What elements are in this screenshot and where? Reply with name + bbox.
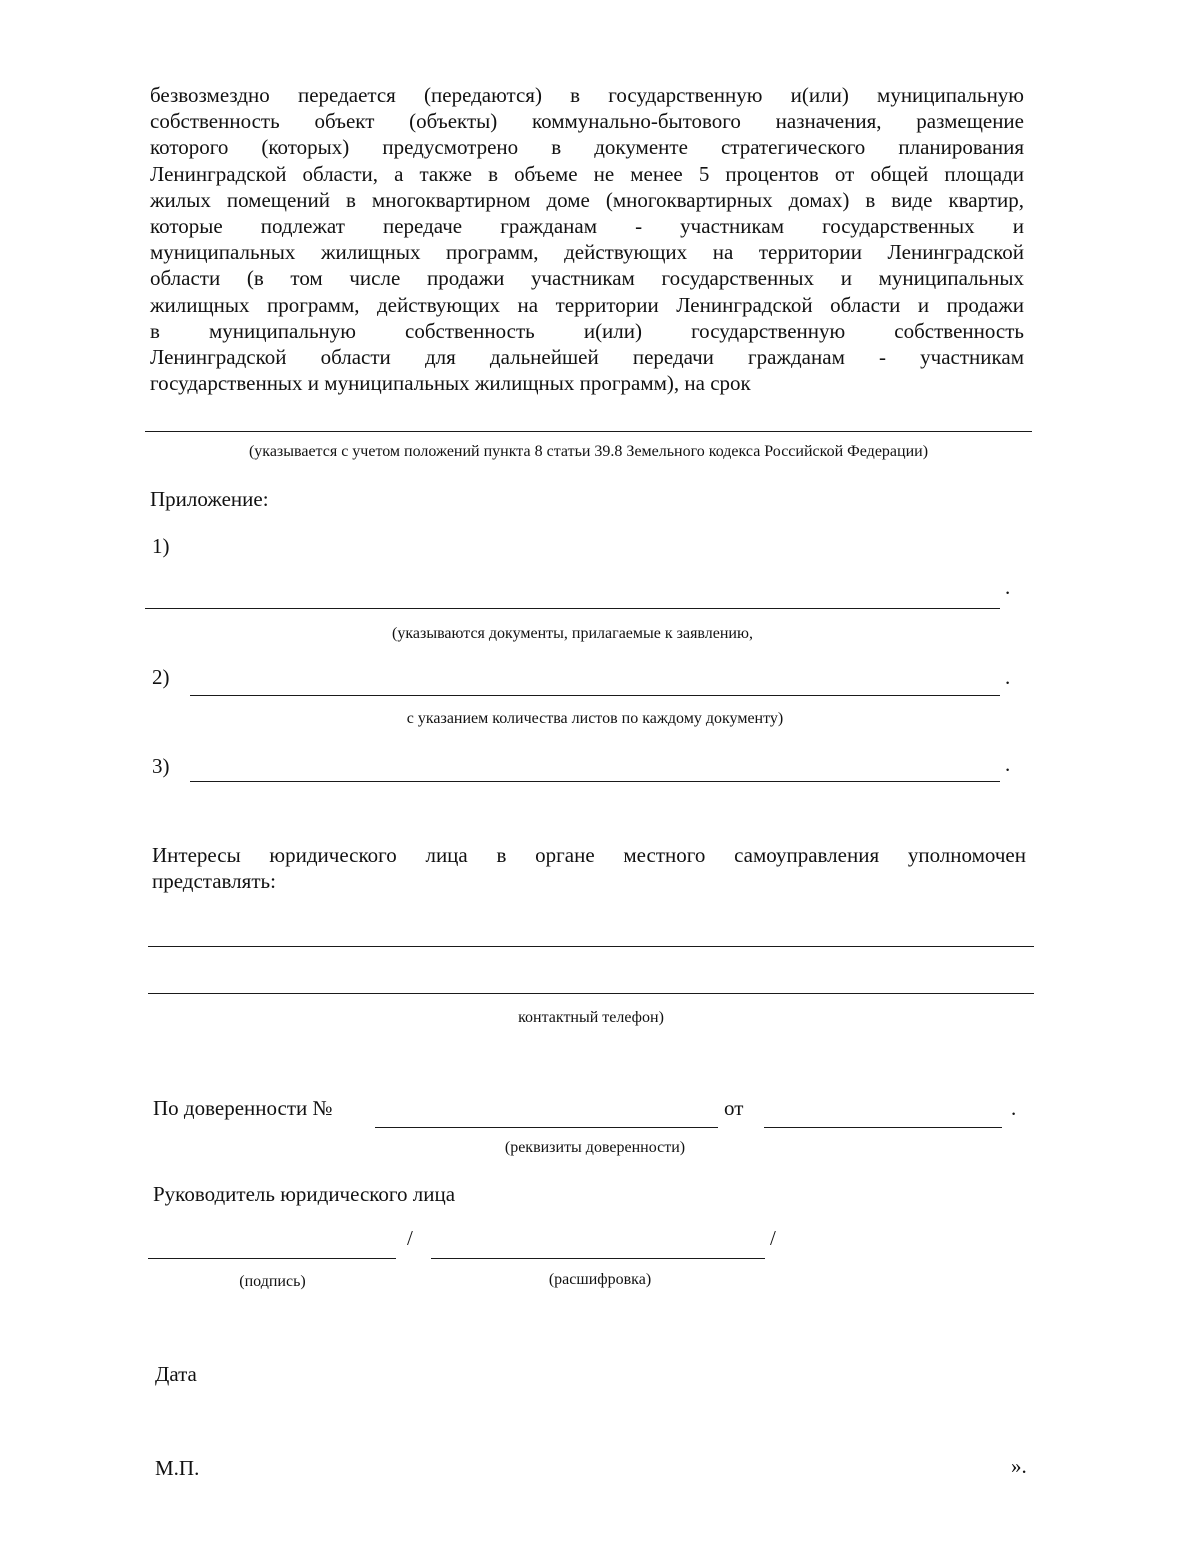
head-title: Руководитель юридического лица [153,1182,456,1206]
attachment-end-mark: . [1005,752,1011,776]
phone-hint: контактный телефон) [518,1009,664,1026]
closing-mark: ». [1011,1454,1027,1478]
representative-text-line [152,843,1026,868]
paragraph-line: Ленинградской области, а также в объеме не менее 5 процентов от общей площади [150,161,1024,186]
paragraph-line: в муниципальную собственность и(или) государственную собственность [150,318,1024,343]
representative-line-2[interactable] [148,993,1034,994]
paragraph-line: собственность объект (объекты) коммунально-бытового назначения, размещение [150,109,1024,134]
attachment-number-1: 1) [152,534,170,558]
decode-line[interactable] [431,1258,765,1259]
paragraph-line: Ленинградской области для дальнейшей передачи гражданам - участникам [150,345,1024,370]
date-label: Дата [155,1362,197,1386]
attachment-number-3: 3) [152,754,170,778]
paragraph-line: государственных и муниципальных жилищных программ), на срок [150,371,751,396]
power-of-attorney-label: По доверенности № [153,1096,333,1120]
attorney-from-label: от [724,1096,744,1120]
representative-line-1[interactable] [148,946,1034,947]
signature-separator: / [407,1226,413,1250]
paragraph-line: которого (которых) предусмотрено в документе стратегического планирования [150,135,1024,160]
signature-line[interactable] [148,1258,396,1259]
attorney-hint: (реквизиты доверенности) [504,1139,686,1156]
attachment-line-3[interactable] [190,781,1000,782]
decode-hint: (расшифровка) [548,1271,652,1288]
paragraph-line: которые подлежат передаче гражданам - участникам государственных и [150,214,1024,239]
attachment-line-1[interactable] [145,608,1000,609]
attachments-heading: Приложение: [150,487,269,511]
attorney-date-line[interactable] [764,1127,1002,1128]
paragraph-line: жилищных программ, действующих на территории Ленинградской области и продажи [150,292,1024,317]
term-blank-line[interactable] [145,431,1032,432]
attachment-line-2[interactable] [190,695,1000,696]
attachments-hint-2: с указанием количества листов по каждому документу) [406,710,784,727]
representative-text: Интересы юридического лица в органе местного самоуправления уполномочен [152,843,1026,867]
paragraph-line: безвозмездно передается (передаются) в государственную и(или) муниципальную [150,83,1024,107]
attachments-hint-1: (указываются документы, прилагаемые к заявлению, [392,625,753,642]
stamp-label: М.П. [155,1456,200,1480]
attachment-end-mark: . [1005,575,1011,599]
paragraph-line: области (в том числе продажи участникам государственных и муниципальных [150,266,1024,291]
attorney-number-line[interactable] [375,1127,718,1128]
paragraph-line: жилых помещений в многоквартирном доме (многоквартирных домах) в виде квартир, [150,187,1024,212]
decode-separator: / [770,1226,776,1250]
representative-text-line-2: представлять: [152,869,276,893]
attachment-number-2: 2) [152,665,170,689]
attorney-end-mark: . [1011,1096,1017,1120]
paragraph-line: муниципальных жилищных программ, действующих на территории Ленинградской [150,240,1024,265]
attachment-end-mark: . [1005,665,1011,689]
intro-paragraph [150,82,1024,396]
term-note: (указывается с учетом положений пункта 8 статьи 39.8 Земельного кодекса Российской Федерации) [248,443,929,460]
signature-hint: (подпись) [239,1273,306,1290]
